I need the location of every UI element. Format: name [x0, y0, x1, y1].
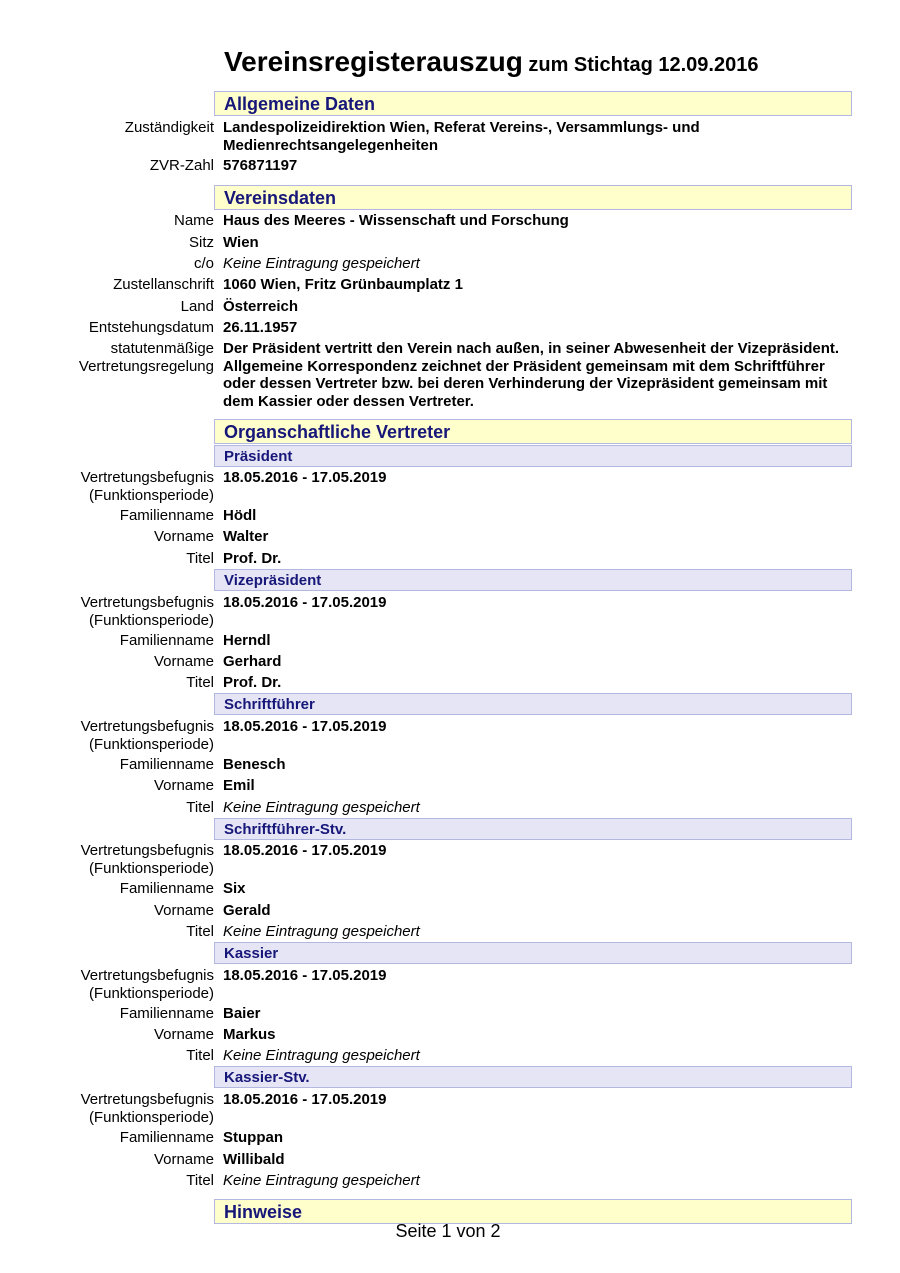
field-value: Hödl — [223, 507, 257, 524]
role-header-president — [214, 445, 852, 467]
section-title-notes: Hinweise — [224, 1202, 303, 1222]
section-header-club — [214, 185, 852, 210]
field-value: Landespolizeidirektion Wien, Referat Vereins-, Versammlungs- und Medienrechtsangelegenheiten — [223, 119, 700, 154]
field-label: Zustellanschrift — [113, 276, 214, 293]
field-value: Keine Eintragung gespeichert — [223, 1172, 420, 1189]
field-label: Vertretungsbefugnis (Funktionsperiode) — [80, 1091, 214, 1126]
field-label: Familienname — [119, 756, 214, 773]
field-label: c/o — [193, 255, 214, 272]
field-value: 26.11.1957 — [223, 319, 298, 336]
field-label: Titel — [186, 674, 214, 691]
field-label: Familienname — [119, 632, 214, 649]
field-label: Land — [180, 298, 214, 315]
role-header-treasurer — [214, 942, 852, 964]
role-header-vice-president — [214, 569, 852, 591]
field-value: Der Präsident vertritt den Verein nach außen, in seiner Abwesenheit der Vizepräsident. Allgemeine Korrespondenz zeichnet der Präsident gemeinsam mit dem Schriftführer oder dessen Vertreter bzw. bei deren Verhinderung der Vizepräsident gemeinsam mit dem Kassier oder dessen Vertreter. — [223, 340, 840, 410]
field-label: Vertretungsbefugnis (Funktionsperiode) — [80, 842, 214, 877]
field-label: Titel — [186, 1172, 214, 1189]
field-label: Vertretungsbefugnis (Funktionsperiode) — [80, 469, 214, 504]
field-label: Familienname — [119, 1005, 214, 1022]
section-title-club: Vereinsdaten — [224, 188, 337, 208]
field-value: Emil — [223, 777, 255, 794]
role-title: Vizepräsident — [224, 572, 322, 589]
field-label: Vertretungsbefugnis (Funktionsperiode) — [80, 967, 214, 1002]
field-value: Gerhard — [223, 653, 282, 670]
field-label: Titel — [186, 550, 214, 567]
field-value: Baier — [223, 1005, 261, 1022]
field-value: Österreich — [223, 298, 299, 315]
role-header-deputy-treasurer — [214, 1066, 852, 1088]
field-value: Gerald — [223, 902, 271, 919]
field-label: Familienname — [119, 507, 214, 524]
field-value: Willibald — [223, 1151, 285, 1168]
role-header-deputy-secretary — [214, 818, 852, 840]
role-title: Kassier-Stv. — [224, 1069, 310, 1086]
field-label: Name — [173, 212, 214, 229]
field-label: ZVR-Zahl — [149, 157, 214, 174]
field-label: Vorname — [153, 653, 214, 670]
field-label: Titel — [186, 799, 214, 816]
field-value: 1060 Wien, Fritz Grünbaumplatz 1 — [223, 276, 463, 293]
field-label: Sitz — [188, 234, 214, 251]
field-label: Vertretungsbefugnis (Funktionsperiode) — [80, 718, 214, 753]
role-title: Schriftführer — [224, 696, 315, 713]
field-label: Vorname — [153, 902, 214, 919]
field-label: Entstehungsdatum — [88, 319, 214, 336]
page-number: Seite 1 von 2 — [395, 1221, 501, 1241]
field-label: Zuständigkeit — [124, 119, 214, 136]
field-label: Vorname — [153, 1026, 214, 1043]
field-value: 18.05.2016 - 17.05.2019 — [223, 967, 387, 984]
field-value: Wien — [223, 234, 259, 251]
field-value: Keine Eintragung gespeichert — [223, 1047, 420, 1064]
field-label: Titel — [186, 1047, 214, 1064]
field-value: Prof. Dr. — [223, 550, 282, 567]
field-label: Vorname — [153, 528, 214, 545]
field-label: Familienname — [119, 1129, 214, 1146]
field-value: 18.05.2016 - 17.05.2019 — [223, 1091, 387, 1108]
document-title — [224, 46, 758, 78]
field-value: Keine Eintragung gespeichert — [223, 799, 420, 816]
field-value: Keine Eintragung gespeichert — [223, 923, 420, 940]
field-value: Haus des Meeres - Wissenschaft und Forschung — [223, 212, 569, 229]
document-title-main: Vereinsregisterauszug — [224, 46, 523, 77]
field-value: Six — [223, 880, 246, 897]
field-label: statutenmäßige Vertretungsregelung — [78, 340, 214, 375]
field-value: 18.05.2016 - 17.05.2019 — [223, 469, 387, 486]
role-header-secretary — [214, 693, 852, 715]
field-label: Familienname — [119, 880, 214, 897]
section-title-general: Allgemeine Daten — [224, 94, 376, 114]
field-value: 18.05.2016 - 17.05.2019 — [223, 718, 387, 735]
field-label: Vorname — [153, 1151, 214, 1168]
field-value: 18.05.2016 - 17.05.2019 — [223, 842, 387, 859]
section-header-officers — [214, 419, 852, 444]
field-value: Benesch — [223, 756, 286, 773]
field-value: Keine Eintragung gespeichert — [223, 255, 420, 272]
field-label: Vorname — [153, 777, 214, 794]
role-title: Präsident — [224, 448, 293, 465]
section-header-general — [214, 91, 852, 116]
role-title: Kassier — [224, 945, 279, 962]
field-label: Vertretungsbefugnis (Funktionsperiode) — [80, 594, 214, 629]
field-value: Prof. Dr. — [223, 674, 282, 691]
document-title-date: zum Stichtag 12.09.2016 — [522, 54, 759, 76]
field-label: Titel — [186, 923, 214, 940]
field-value: 576871197 — [223, 157, 298, 174]
field-value: Markus — [223, 1026, 276, 1043]
section-title-officers: Organschaftliche Vertreter — [224, 422, 451, 442]
field-value: Stuppan — [223, 1129, 283, 1146]
role-title: Schriftführer-Stv. — [224, 821, 347, 838]
field-value: Walter — [223, 528, 269, 545]
field-value: 18.05.2016 - 17.05.2019 — [223, 594, 387, 611]
field-value: Herndl — [223, 632, 271, 649]
